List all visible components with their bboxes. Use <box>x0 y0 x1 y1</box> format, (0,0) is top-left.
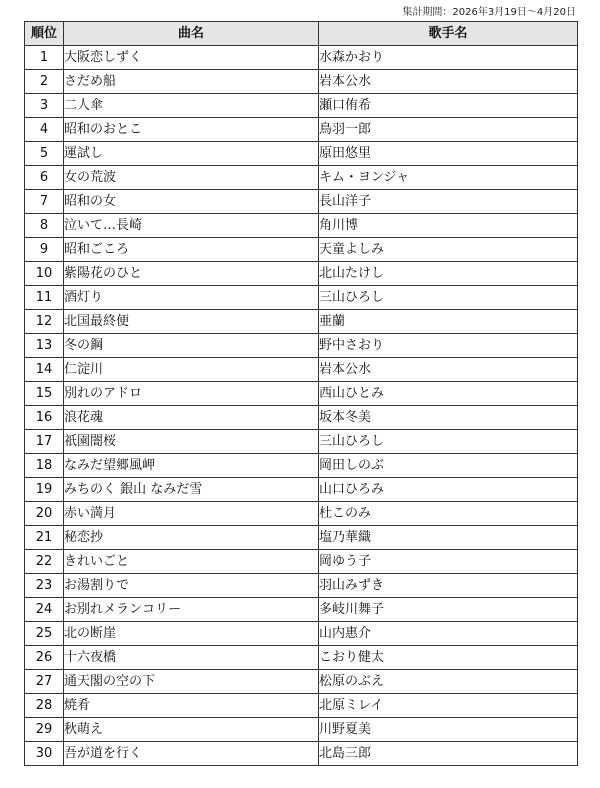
song-cell: 祇園闇桜 <box>64 430 319 454</box>
rank-cell: 1 <box>25 46 64 70</box>
rank-cell: 7 <box>25 190 64 214</box>
song-cell: 泣いて…長崎 <box>64 214 319 238</box>
song-cell: 昭和の女 <box>64 190 319 214</box>
rank-cell: 28 <box>25 694 64 718</box>
rank-cell: 9 <box>25 238 64 262</box>
ranking-rows <box>25 46 578 766</box>
artist-cell: 角川博 <box>319 214 578 238</box>
song-cell: 二人傘 <box>64 94 319 118</box>
table-header-row <box>25 22 578 46</box>
song-cell: 十六夜橋 <box>64 646 319 670</box>
artist-cell: 岩本公水 <box>319 358 578 382</box>
song-cell: お別れメランコリー <box>64 598 319 622</box>
rank-cell: 3 <box>25 94 64 118</box>
artist-cell: 岡田しのぶ <box>319 454 578 478</box>
table-row <box>25 454 578 478</box>
artist-cell: こおり健太 <box>319 646 578 670</box>
artist-cell: 三山ひろし <box>319 430 578 454</box>
header-rank: 順位 <box>25 22 64 46</box>
artist-cell: 坂本冬美 <box>319 406 578 430</box>
rank-cell: 14 <box>25 358 64 382</box>
header-song: 曲名 <box>64 22 319 46</box>
artist-cell: 原田悠里 <box>319 142 578 166</box>
table-row <box>25 646 578 670</box>
table-row <box>25 694 578 718</box>
song-cell: 秋萌え <box>64 718 319 742</box>
table-row <box>25 286 578 310</box>
table-row <box>25 406 578 430</box>
song-cell: 昭和のおとこ <box>64 118 319 142</box>
rank-cell: 16 <box>25 406 64 430</box>
song-cell: 冬の鋼 <box>64 334 319 358</box>
song-cell: 北国最終便 <box>64 310 319 334</box>
rank-cell: 30 <box>25 742 64 766</box>
table-row <box>25 430 578 454</box>
table-row <box>25 262 578 286</box>
table-row <box>25 118 578 142</box>
rank-cell: 10 <box>25 262 64 286</box>
rank-cell: 17 <box>25 430 64 454</box>
song-cell: 赤い満月 <box>64 502 319 526</box>
aggregation-period: 集計期間：2026年3月19日～4月20日 <box>402 7 576 18</box>
artist-cell: 多岐川舞子 <box>319 598 578 622</box>
rank-cell: 20 <box>25 502 64 526</box>
rank-cell: 22 <box>25 550 64 574</box>
table-row <box>25 718 578 742</box>
rank-cell: 13 <box>25 334 64 358</box>
rank-cell: 18 <box>25 454 64 478</box>
song-cell: 焼肴 <box>64 694 319 718</box>
table-row <box>25 574 578 598</box>
table-row <box>25 46 578 70</box>
song-cell: 秘恋抄 <box>64 526 319 550</box>
song-cell: 浪花魂 <box>64 406 319 430</box>
song-cell: なみだ望郷風岬 <box>64 454 319 478</box>
rank-cell: 8 <box>25 214 64 238</box>
rank-cell: 26 <box>25 646 64 670</box>
artist-cell: 塩乃華織 <box>319 526 578 550</box>
artist-cell: 羽山みずき <box>319 574 578 598</box>
artist-cell: 山口ひろみ <box>319 478 578 502</box>
table-row <box>25 742 578 766</box>
artist-cell: キム・ヨンジャ <box>319 166 578 190</box>
header-artist: 歌手名 <box>319 22 578 46</box>
table-row <box>25 142 578 166</box>
rank-cell: 27 <box>25 670 64 694</box>
rank-cell: 11 <box>25 286 64 310</box>
song-cell: 運試し <box>64 142 319 166</box>
artist-cell: 松原のぶえ <box>319 670 578 694</box>
table-row <box>25 478 578 502</box>
song-cell: 通天閣の空の下 <box>64 670 319 694</box>
artist-cell: 天童よしみ <box>319 238 578 262</box>
song-cell: 北の断崖 <box>64 622 319 646</box>
table-row <box>25 190 578 214</box>
artist-cell: 川野夏美 <box>319 718 578 742</box>
song-cell: 仁淀川 <box>64 358 319 382</box>
table-row <box>25 238 578 262</box>
artist-cell: 長山洋子 <box>319 190 578 214</box>
song-cell: 吾が道を行く <box>64 742 319 766</box>
rank-cell: 15 <box>25 382 64 406</box>
rank-cell: 19 <box>25 478 64 502</box>
table-row <box>25 622 578 646</box>
artist-cell: 岡ゆう子 <box>319 550 578 574</box>
artist-cell: 野中さおり <box>319 334 578 358</box>
rank-cell: 2 <box>25 70 64 94</box>
song-cell: 酒灯り <box>64 286 319 310</box>
rank-cell: 21 <box>25 526 64 550</box>
table-row <box>25 526 578 550</box>
artist-cell: 杜このみ <box>319 502 578 526</box>
song-cell: みちのく 銀山 なみだ雪 <box>64 478 319 502</box>
artist-cell: 鳥羽一郎 <box>319 118 578 142</box>
song-cell: 紫陽花のひと <box>64 262 319 286</box>
table-row <box>25 310 578 334</box>
rank-cell: 12 <box>25 310 64 334</box>
ranking-table <box>24 21 578 766</box>
song-cell: さだめ船 <box>64 70 319 94</box>
rank-cell: 23 <box>25 574 64 598</box>
table-row <box>25 382 578 406</box>
table-row <box>25 550 578 574</box>
rank-cell: 6 <box>25 166 64 190</box>
table-row <box>25 70 578 94</box>
table-row <box>25 94 578 118</box>
song-cell: 昭和ごころ <box>64 238 319 262</box>
rank-cell: 4 <box>25 118 64 142</box>
song-cell: お湯割りで <box>64 574 319 598</box>
artist-cell: 北原ミレイ <box>319 694 578 718</box>
rank-cell: 25 <box>25 622 64 646</box>
table-row <box>25 598 578 622</box>
song-cell: 女の荒波 <box>64 166 319 190</box>
rank-cell: 29 <box>25 718 64 742</box>
table-row <box>25 502 578 526</box>
table-row <box>25 214 578 238</box>
table-row <box>25 166 578 190</box>
rank-cell: 24 <box>25 598 64 622</box>
table-row <box>25 670 578 694</box>
table-row <box>25 358 578 382</box>
artist-cell: 西山ひとみ <box>319 382 578 406</box>
artist-cell: 岩本公水 <box>319 70 578 94</box>
artist-cell: 水森かおり <box>319 46 578 70</box>
artist-cell: 瀬口侑希 <box>319 94 578 118</box>
song-cell: 別れのアドロ <box>64 382 319 406</box>
artist-cell: 北山たけし <box>319 262 578 286</box>
artist-cell: 亜蘭 <box>319 310 578 334</box>
song-cell: 大阪恋しずく <box>64 46 319 70</box>
artist-cell: 山内惠介 <box>319 622 578 646</box>
artist-cell: 北島三郎 <box>319 742 578 766</box>
artist-cell: 三山ひろし <box>319 286 578 310</box>
rank-cell: 5 <box>25 142 64 166</box>
song-cell: きれいごと <box>64 550 319 574</box>
table-row <box>25 334 578 358</box>
